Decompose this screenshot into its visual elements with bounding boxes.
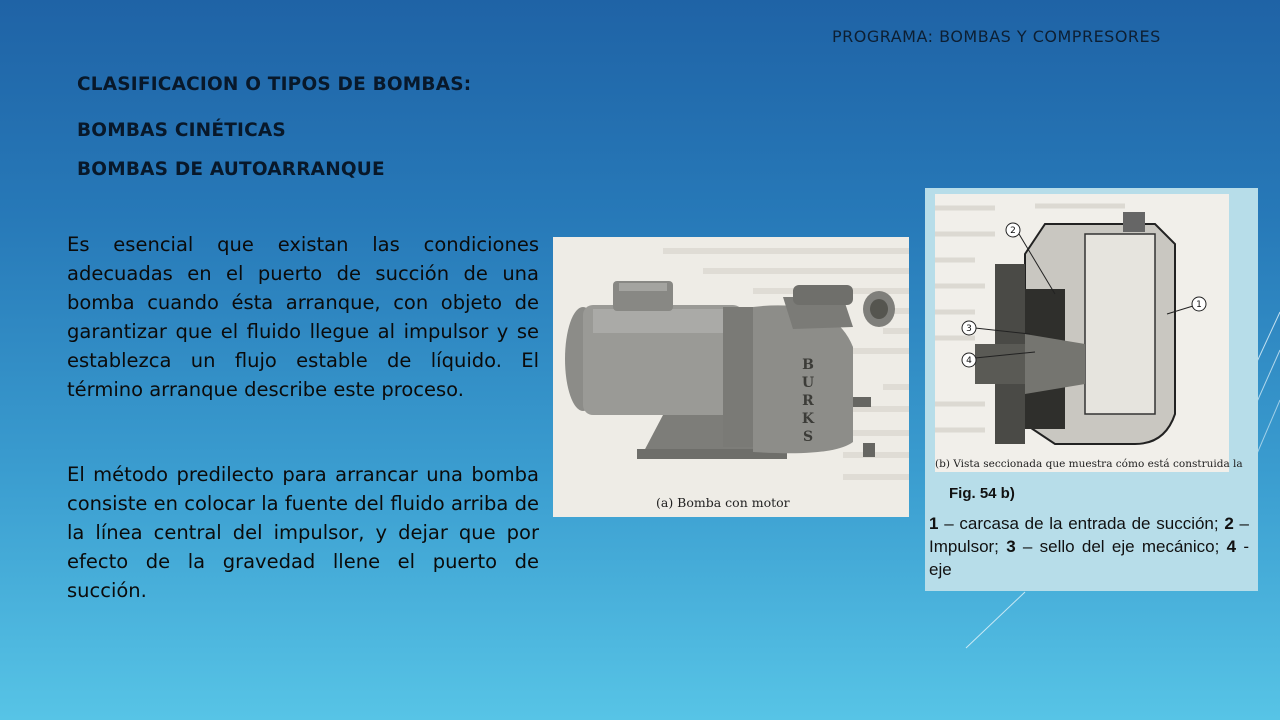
pump-cutaway-figure (925, 188, 1258, 591)
figure-label: Fig. 54 b) (949, 485, 1015, 502)
legend-num-3: 3 (1006, 537, 1016, 556)
cutaway-illustration (935, 194, 1229, 472)
figure-a-caption: (a) Bomba con motor (656, 495, 790, 510)
brand-letter-r: R (802, 393, 814, 409)
paragraph-method: El método predilecto para arrancar una bomba consiste en colocar la fuente del fluido arriba de la línea central del impulsor, y dejar que por efecto de la gravedad llene el puerto de succión. (67, 463, 539, 602)
paragraph-priming: Es esencial que existan las condiciones adecuadas en el puerto de succión de una bomba cuando ésta arranque, con objeto de garantizar que el fluido llegue al impulsor y se establezca un flujo estable de líquido. El término arranque describe este proceso. (67, 233, 539, 401)
legend-num-4: 4 (1226, 537, 1237, 556)
legend-text-2: – Impulsor; (929, 514, 1249, 556)
brand-letter-k: K (801, 411, 815, 427)
callout-1: 1 (1196, 300, 1202, 310)
callout-2: 2 (1010, 226, 1016, 236)
callout-4: 4 (966, 356, 972, 366)
kinetic-pumps-heading: BOMBAS CINÉTICAS (77, 120, 286, 141)
classification-heading: CLASIFICACION O TIPOS DE BOMBAS: (77, 74, 472, 95)
program-title: PROGRAMA: BOMBAS Y COMPRESORES (832, 27, 1161, 46)
callout-3: 3 (966, 324, 972, 334)
cutaway-image (935, 194, 1229, 472)
legend-num-1: 1 (929, 514, 939, 533)
figure-b-caption: (b) Vista seccionada que muestra cómo está construida la (935, 458, 1243, 470)
brand-letter-b: B (802, 357, 814, 373)
pump-with-motor-image (553, 237, 909, 517)
legend-text-4: - eje (929, 537, 1249, 579)
figure-legend (929, 512, 1249, 581)
legend-num-2: 2 (1224, 514, 1234, 533)
brand-letter-s: S (802, 429, 814, 445)
legend-text-1: – carcasa de la entrada de succión; (938, 514, 1225, 533)
legend-text-3: – sello del eje mecánico; (1015, 537, 1227, 556)
brand-letter-u: U (801, 375, 815, 391)
self-priming-heading: BOMBAS DE AUTOARRANQUE (77, 159, 385, 180)
pump-illustration (553, 237, 909, 517)
